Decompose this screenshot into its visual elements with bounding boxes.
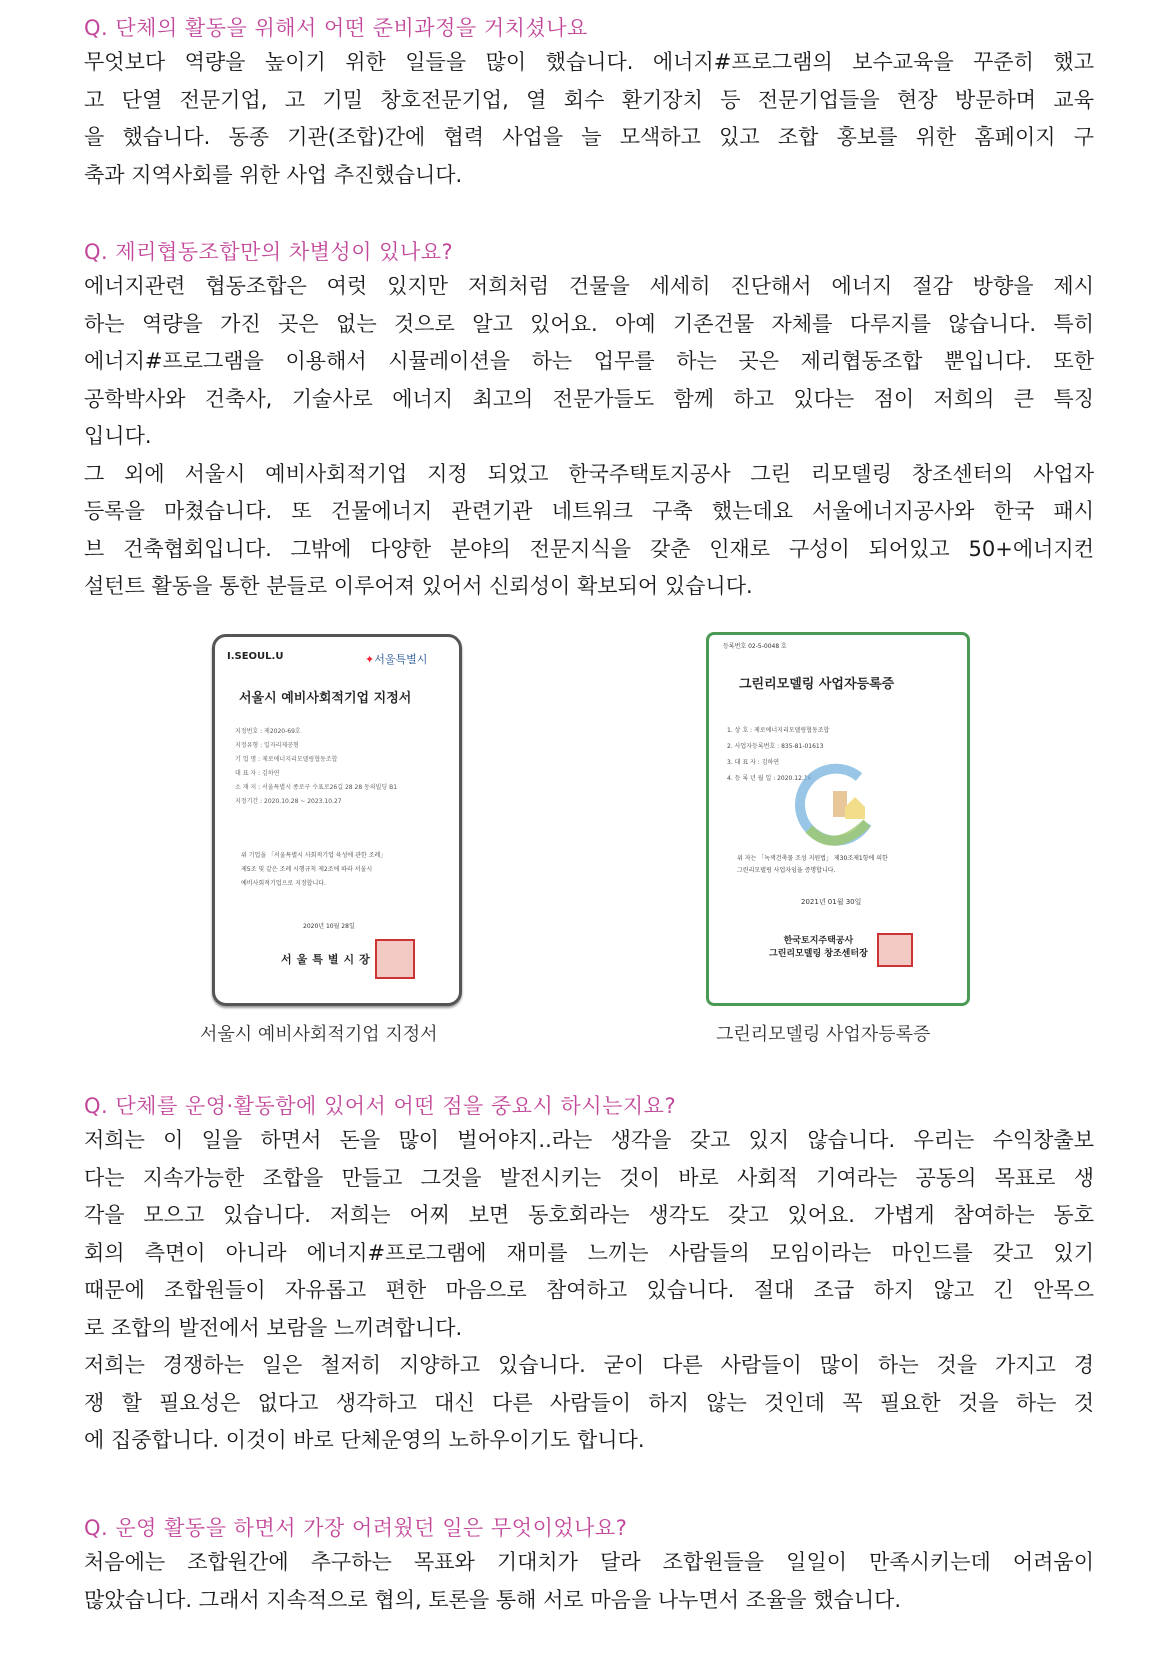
seoul-city-logo: ✦서울특별시 xyxy=(365,653,428,666)
text-line: 고 단열 전문기업, 고 기밀 창호전문기업, 열 회수 환기장치 등 전문기업들을 현장 방문하며 교육 xyxy=(84,87,1094,112)
certificate-seoul-social-enterprise xyxy=(212,634,462,1006)
certificate-fields: 1. 상 호 : 제로에너지리모델링협동조합 2. 사업자등록번호 : 835-81-01613 3. 대 표 자 : 김하연 4. 등 록 년 월 일 : 2020.12.16 xyxy=(727,727,830,782)
question-heading-4: Q. 운영 활동을 하면서 가장 어려웠던 일은 무엇이었나요? xyxy=(84,1516,628,1540)
text-line: 에너지#프로그램을 이용해서 시뮬레이션을 하는 업무를 하는 곳은 제리협동조합 뿐입니다. 또한 xyxy=(84,349,1094,373)
certificate-caption-2: 그린리모델링 사업자등록증 xyxy=(716,1024,931,1045)
text-line: 그 외에 서울시 예비사회적기업 지정 되었고 한국주택토지공사 그린 리모델링 창조센터의 사업자 xyxy=(84,461,1094,486)
registration-number: 등록번호 02-5-0048 호 xyxy=(723,643,787,650)
text-line: 때문에 조합원들이 자유롭고 편한 마음으로 참여하고 있습니다. 절대 조급 하지 않고 긴 안목으 xyxy=(84,1278,1094,1302)
question-heading-2: Q. 제리협동조합만의 차별성이 있나요? xyxy=(84,240,454,264)
text-line: 브 건축협회입니다. 그밖에 다양한 분야의 전문지식을 갖춘 인재로 구성이 되어있고 50+에너지컨 xyxy=(84,536,1094,561)
text-line: 설턴트 활동을 통한 분들로 이루어져 있어서 신뢰성이 확보되어 있습니다. xyxy=(84,574,753,598)
certificate-issuer: 서울특별시장 xyxy=(281,953,375,966)
seoul-logo-icon: ✦ xyxy=(365,653,375,666)
question-heading-3: Q. 단체를 운영·활동함에 있어서 어떤 점을 중요시 하시는지요? xyxy=(84,1094,677,1118)
text-line: 많았습니다. 그래서 지속적으로 협의, 토론을 통해 서로 마음을 나누면서 조율을 했습니다. xyxy=(84,1587,902,1612)
text-line: 로 조합의 발전에서 보람을 느끼려합니다. xyxy=(84,1315,463,1340)
text-line: 에너지관련 협동조합은 여럿 있지만 저희처럼 건물을 세세히 진단해서 에너지 절감 방향을 제시 xyxy=(84,274,1094,298)
text-line: 공학박사와 건축사, 기술사로 에너지 최고의 전문가들도 함께 하고 있다는 점이 저희의 큰 특징 xyxy=(84,386,1094,411)
text-line: 다는 지속가능한 조합을 만들고 그것을 발전시키는 것이 바로 사회적 기여라는 공동의 목표로 생 xyxy=(84,1165,1094,1190)
text-line: 에 집중합니다. 이것이 바로 단체운영의 노하우이기도 합니다. xyxy=(84,1428,645,1452)
answer-paragraph-2 xyxy=(84,268,1094,606)
certificate-caption-1: 서울시 예비사회적기업 지정서 xyxy=(200,1024,438,1045)
answer-paragraph-1 xyxy=(84,44,1094,194)
green-remodeling-logo-icon xyxy=(789,763,879,853)
question-heading-1: Q. 단체의 활동을 위해서 어떤 준비과정을 거치셨나요 xyxy=(84,16,588,40)
certificate-title: 그린리모델링 사업자등록증 xyxy=(739,677,895,692)
answer-paragraph-3 xyxy=(84,1122,1094,1460)
certificate-issuer: 한국토지주택공사 그린리모델링 창조센터장 xyxy=(769,936,868,959)
answer-paragraph-4 xyxy=(84,1544,1094,1619)
text-line: 쟁 할 필요성은 없다고 생각하고 대신 다른 사람들이 하지 않는 것인데 꼭 필요한 것을 하는 것 xyxy=(84,1390,1094,1415)
certificate-body: 위 기업을 「서울특별시 사회적기업 육성에 관한 조례」 제5조 및 같은 조례 시행규칙 제2조에 따라 서울시 예비사회적기업으로 지정합니다. xyxy=(241,852,387,887)
text-line: 처음에는 조합원간에 추구하는 목표와 기대치가 달라 조합원들을 일일이 만족시키는데 어려움이 xyxy=(84,1550,1094,1574)
text-line: 저희는 경쟁하는 일은 철저히 지양하고 있습니다. 굳이 다른 사람들이 많이 하는 것을 가지고 경 xyxy=(84,1353,1094,1377)
certificate-body: 위 자는 「녹색건축물 조성 지원법」 제30조제1항에 의한 그린리모델링 사업자임을 증명합니다. xyxy=(737,855,888,874)
text-line: 을 했습니다. 동종 기관(조합)간에 협력 사업을 늘 모색하고 있고 조합 홍보를 위한 홈페이지 구 xyxy=(84,125,1094,149)
text-line: 각을 모으고 있습니다. 저희는 어찌 보면 동호회라는 생각도 갖고 있어요. 가볍게 참여하는 동호 xyxy=(84,1203,1094,1227)
certificate-date: 2021년 01월 30일 xyxy=(801,898,862,906)
text-line: 축과 지역사회를 위한 사업 추진했습니다. xyxy=(84,162,463,187)
text-line: 입니다. xyxy=(84,424,152,448)
text-line: 무엇보다 역량을 높이기 위한 일들을 많이 했습니다. 에너지#프로그램의 보수교육을 꾸준히 했고 xyxy=(84,50,1094,74)
official-seal-icon xyxy=(375,939,415,979)
certificate-title: 서울시 예비사회적기업 지정서 xyxy=(239,691,412,706)
certificate-fields: 지정번호 : 제2020-69호 지정유형 : 일자리제공형 기 업 명 : 제로에너지리모델링협동조합 대 표 자 : 김하연 소 재 지 : 서울특별시 종로구 수표로26길 28 28 동의빌딩 B1 지정기간 : 2020.10.28 ~ 2023.10.27 xyxy=(235,728,398,805)
iseoulu-logo: I.SEOUL.U xyxy=(227,651,284,662)
certificate-date: 2020년 10월 28일 xyxy=(303,923,355,930)
text-line: 저희는 이 일을 하면서 돈을 많이 벌어야지..라는 생각을 갖고 있지 않습니다. 우리는 수익창출보 xyxy=(84,1128,1094,1152)
text-line: 회의 측면이 아니라 에너지#프로그램에 재미를 느끼는 사람들의 모임이라는 마인드를 갖고 있기 xyxy=(84,1240,1094,1265)
text-line: 등록을 마쳤습니다. 또 건물에너지 관련기관 네트워크 구축 했는데요 서울에너지공사와 한국 패시 xyxy=(84,499,1094,523)
certificate-green-remodeling xyxy=(706,632,970,1006)
official-seal-icon xyxy=(877,933,913,967)
text-line: 하는 역량을 가진 곳은 없는 것으로 알고 있어요. 아예 기존건물 자체를 다루지를 않습니다. 특히 xyxy=(84,311,1094,336)
